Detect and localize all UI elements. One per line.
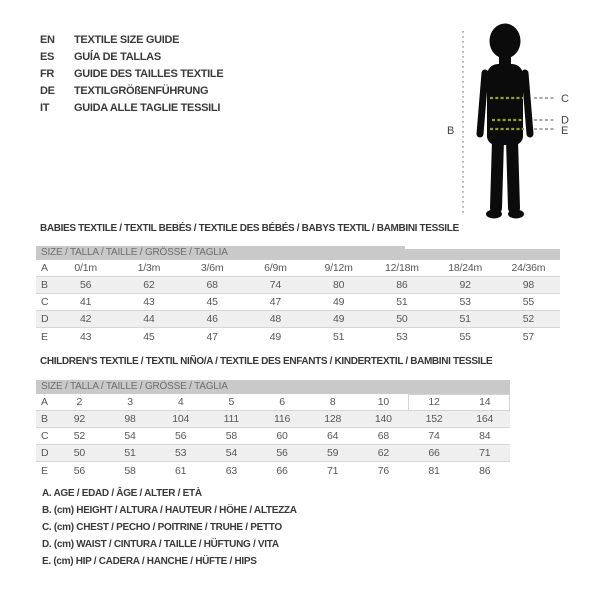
table-cell: 4 xyxy=(177,396,184,408)
table-row xyxy=(36,311,560,328)
table-cell: 66 xyxy=(276,464,288,477)
table-cell: 0/1m xyxy=(74,262,97,274)
table-cell: 86 xyxy=(479,464,491,477)
row-label: D xyxy=(41,313,49,325)
table-cell: 55 xyxy=(459,330,471,343)
table-cell: 48 xyxy=(269,313,282,325)
language-row xyxy=(40,48,223,65)
row-label: A xyxy=(41,262,48,274)
table-cell: 64 xyxy=(327,430,339,442)
language-label: GUIDA ALLE TAGLIE TESSILI xyxy=(74,101,221,114)
table-cell: 49 xyxy=(332,296,345,308)
table-cell: 84 xyxy=(479,430,491,442)
table-cell: 14 xyxy=(479,396,491,408)
table-cell: 3 xyxy=(127,396,133,408)
height-label: B xyxy=(447,125,455,137)
table-cell: 5 xyxy=(228,396,235,408)
language-label: TEXTILE SIZE GUIDE xyxy=(74,33,180,46)
babies-size-header-text: SIZE / TALLA / TAILLE / GRÖSSE / TAGLIA xyxy=(41,247,228,258)
table-cell: 54 xyxy=(225,447,237,459)
legend-line: C. (cm) CHEST / PECHO / POITRINE / TRUHE / PETTO xyxy=(42,522,282,533)
table-cell: 9/12m xyxy=(324,262,353,274)
table-cell: 42 xyxy=(79,313,92,325)
table-cell: 47 xyxy=(206,330,218,343)
table-cell: 116 xyxy=(273,413,291,425)
row-label: E xyxy=(41,464,48,477)
language-row xyxy=(40,31,223,48)
table-cell: 50 xyxy=(396,313,408,325)
table-cell: 52 xyxy=(73,430,85,442)
language-label: GUIDE DES TAILLES TEXTILE xyxy=(74,67,224,80)
table-cell: 80 xyxy=(332,279,345,291)
table-cell: 55 xyxy=(522,296,535,308)
table-cell: 111 xyxy=(223,413,240,425)
children-table-title: CHILDREN'S TEXTILE / TEXTIL NIÑO/A / TEXTILE DES ENFANTS / KINDERTEXTIL / BAMBINI TESSILE xyxy=(40,356,493,367)
legend-line: D. (cm) WAIST / CINTURA / TAILLE / HÜFTUNG / VITA xyxy=(42,539,279,550)
language-row xyxy=(40,82,223,99)
table-cell: 51 xyxy=(396,296,408,308)
language-label: GUÍA DE TALLAS xyxy=(74,50,161,63)
legend-line: A. AGE / EDAD / ÂGE / ALTER / ETÀ xyxy=(42,488,202,499)
table-cell: 18/24m xyxy=(448,262,483,274)
hip-label: E xyxy=(561,125,569,137)
header-bar-notch xyxy=(405,246,560,249)
table-cell: 47 xyxy=(269,296,282,308)
table-cell: 52 xyxy=(522,313,535,325)
table-cell: 152 xyxy=(425,413,443,425)
table-cell: 51 xyxy=(124,447,136,459)
waist-label: D xyxy=(561,114,569,127)
table-cell: 128 xyxy=(324,413,342,425)
row-label: D xyxy=(41,447,49,459)
table-row xyxy=(36,260,560,277)
table-cell: 10 xyxy=(377,396,389,408)
table-cell: 74 xyxy=(428,430,440,442)
table-cell: 50 xyxy=(73,447,85,459)
table-cell: 57 xyxy=(522,330,535,343)
table-cell: 63 xyxy=(225,464,237,477)
table-cell: 12 xyxy=(428,396,440,408)
table-cell: 56 xyxy=(73,464,85,477)
table-cell: 92 xyxy=(73,413,85,425)
table-cell: 6/9m xyxy=(264,262,287,274)
legend-line: B. (cm) HEIGHT / ALTURA / HAUTEUR / HÖHE / ALTEZZA xyxy=(42,505,297,516)
babies-size-header-bar xyxy=(36,246,560,260)
language-list xyxy=(40,31,223,116)
table-cell: 12/18m xyxy=(384,262,419,274)
babies-table-title: BABIES TEXTILE / TEXTIL BEBÉS / TEXTILE DES BÉBÉS / BABYS TEXTIL / BAMBINI TESSILE xyxy=(40,223,459,234)
table-cell: 140 xyxy=(374,413,392,425)
language-row xyxy=(40,99,223,116)
table-row xyxy=(36,445,510,462)
table-cell: 3/6m xyxy=(200,262,224,274)
table-cell: 6 xyxy=(279,396,285,408)
table-cell: 98 xyxy=(124,413,136,425)
language-row xyxy=(40,65,223,82)
table-cell: 1/3m xyxy=(137,262,161,274)
table-cell: 56 xyxy=(79,279,92,291)
table-cell: 56 xyxy=(276,447,288,459)
table-row xyxy=(36,277,560,294)
table-cell: 81 xyxy=(428,464,440,477)
table-row xyxy=(36,394,510,411)
table-cell: 86 xyxy=(396,279,408,291)
language-code: EN xyxy=(40,33,55,46)
table-cell: 92 xyxy=(459,279,471,291)
table-cell: 49 xyxy=(332,313,345,325)
table-cell: 71 xyxy=(327,464,339,477)
table-cell: 59 xyxy=(327,447,339,459)
table-cell: 58 xyxy=(225,430,237,442)
language-code: IT xyxy=(40,101,50,114)
table-cell: 43 xyxy=(79,330,92,343)
table-row xyxy=(36,294,560,311)
children-size-table xyxy=(36,380,510,479)
table-cell: 56 xyxy=(175,430,187,442)
child-silhouette-figure xyxy=(430,10,600,230)
table-cell: 8 xyxy=(329,396,336,408)
table-cell: 164 xyxy=(476,413,494,425)
language-code: ES xyxy=(40,50,55,63)
table-cell: 53 xyxy=(396,330,408,343)
table-cell: 71 xyxy=(479,447,491,459)
table-cell: 2 xyxy=(76,396,83,408)
table-row xyxy=(36,328,560,345)
language-code: DE xyxy=(40,84,55,97)
children-size-header-text: SIZE / TALLA / TAILLE / GRÖSSE / TAGLIA xyxy=(41,381,228,392)
legend-line: E. (cm) HIP / CADERA / HANCHE / HÜFTE / HIPS xyxy=(42,556,257,567)
table-cell: 41 xyxy=(79,296,92,308)
children-table-rows xyxy=(36,394,510,479)
table-cell: 45 xyxy=(206,296,218,308)
row-label: B xyxy=(41,413,48,425)
babies-size-table xyxy=(36,246,560,345)
table-cell: 44 xyxy=(143,313,155,325)
measurement-legend xyxy=(42,485,297,570)
row-label: C xyxy=(41,430,49,442)
table-cell: 43 xyxy=(143,296,155,308)
language-label: TEXTILGRÖßENFÜHRUNG xyxy=(74,84,209,97)
table-cell: 98 xyxy=(522,279,535,291)
table-cell: 62 xyxy=(377,447,389,459)
table-cell: 45 xyxy=(143,330,155,343)
table-cell: 58 xyxy=(124,464,136,477)
table-cell: 74 xyxy=(269,279,282,291)
chest-label: C xyxy=(561,93,569,105)
row-label: E xyxy=(41,330,48,343)
table-cell: 24/36m xyxy=(511,262,546,274)
table-cell: 62 xyxy=(143,279,155,291)
table-cell: 76 xyxy=(377,464,389,477)
table-cell: 61 xyxy=(175,464,187,477)
table-cell: 46 xyxy=(206,313,218,325)
table-cell: 51 xyxy=(459,313,471,325)
table-row xyxy=(36,428,510,445)
table-cell: 51 xyxy=(332,330,345,343)
table-cell: 104 xyxy=(172,413,190,425)
row-label: C xyxy=(41,296,49,308)
table-cell: 68 xyxy=(206,279,218,291)
table-cell: 68 xyxy=(377,430,389,442)
table-cell: 53 xyxy=(175,447,187,459)
table-cell: 60 xyxy=(276,430,288,442)
table-row xyxy=(36,411,510,428)
table-cell: 66 xyxy=(428,447,440,459)
language-code: FR xyxy=(40,67,55,80)
table-cell: 49 xyxy=(269,330,282,343)
table-row xyxy=(36,462,510,479)
babies-table-rows xyxy=(36,260,560,345)
table-cell: 53 xyxy=(459,296,471,308)
row-label: A xyxy=(41,396,48,408)
table-cell: 54 xyxy=(124,430,136,442)
row-label: B xyxy=(41,279,48,291)
children-size-header-bar xyxy=(36,380,510,394)
